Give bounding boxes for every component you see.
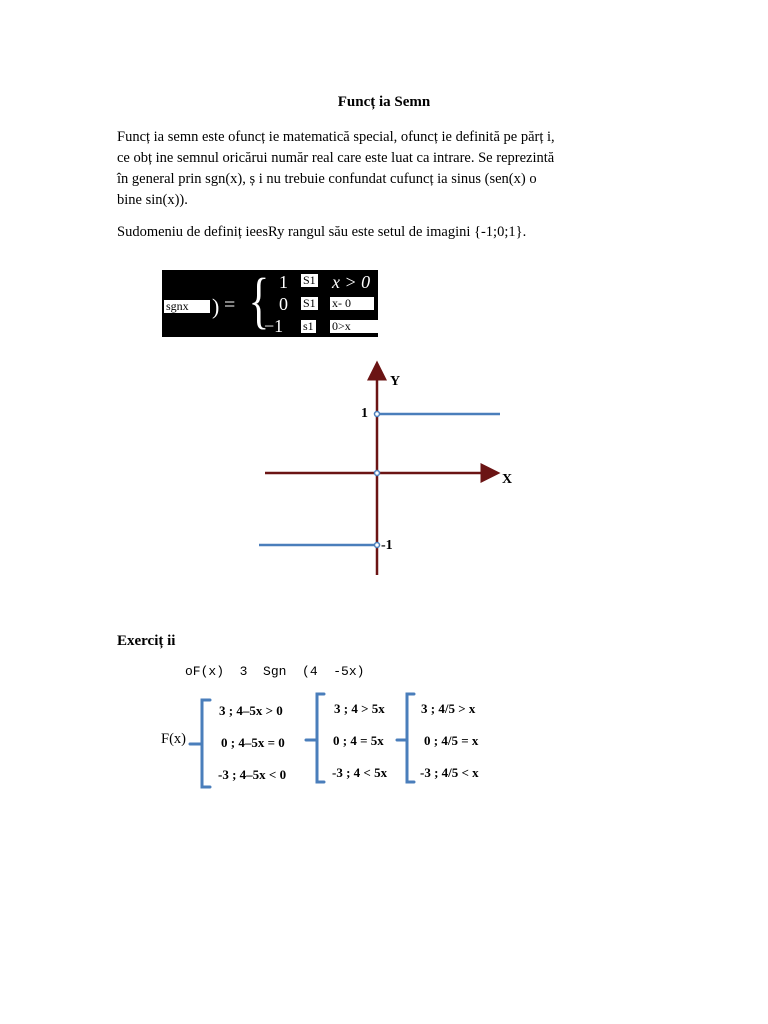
case-g2-negative: -3 ; 4 < 5x [332,765,388,780]
formula-row2-si: S1 [303,296,316,310]
formula-row2-value: 0 [279,294,288,314]
sgn-formula-image [162,270,378,337]
x-axis-label: X [502,472,513,487]
exercises-heading: Exerciț ii [117,633,176,649]
case-g3-positive: 3 ; 4/5 > x [421,701,476,716]
bracket-1 [202,700,210,787]
y-axis-label: Y [390,374,401,389]
point-origin [375,471,380,476]
fx-label: F(x) [161,731,186,747]
formula-brace: { [248,270,270,335]
case-g2-zero: 0 ; 4 = 5x [333,733,384,748]
case-g1-zero: 0 ; 4–5x = 0 [221,735,285,750]
paragraph-line: ce obț ine semnul oricărui număr real care este luat ca intrare. Se reprezintă [117,150,555,166]
formula-rparen: ) [212,294,220,319]
paragraph-line: Funcț ia semn este ofuncț ie matematică special, ofuncț ie definită pe părț i, [117,129,555,145]
tick-label-positive: 1 [361,406,368,421]
formula-row1-si: S1 [303,273,316,287]
paragraph-line: în general prin sgn(x), ș i nu trebuie confundat cufuncț ia sinus (sen(x) o [117,171,537,187]
definition-paragraph [117,127,617,211]
formula-row3-cond: 0>x [330,320,378,333]
page-title: Funcț ia Semn [337,94,431,110]
case-g2-positive: 3 ; 4 > 5x [334,701,385,716]
tick-label-negative: -1 [381,538,393,553]
bracket-2 [317,694,324,782]
case-g1-positive: 3 ; 4–5x > 0 [219,703,283,718]
case-g3-zero: 0 ; 4/5 = x [424,733,479,748]
case-g3-negative: -3 ; 4/5 < x [420,765,479,780]
formula-row3-value: −1 [264,316,284,336]
domain-range-paragraph: Sudomeniu de definiț ieesRy rangul său este setul de imagini {-1;0;1}. [117,224,527,240]
case-g1-negative: -3 ; 4–5x < 0 [218,767,287,782]
formula-row1-cond: x > 0 [332,272,371,292]
formula-equals: = [224,294,236,316]
exercise-expression: oF(x) 3 Sgn (4 -5x) [185,664,365,679]
bracket-3 [407,694,414,782]
formula-row3-si: s1 [303,319,314,333]
sign-function-graph [250,360,530,585]
formula-lhs-label: sgnx [164,300,210,313]
paragraph-line: bine sin(x)). [117,192,188,208]
formula-row2-cond: x- 0 [330,297,374,310]
point-negative [375,543,380,548]
formula-row1-value: 1 [279,272,288,292]
point-positive [375,412,380,417]
